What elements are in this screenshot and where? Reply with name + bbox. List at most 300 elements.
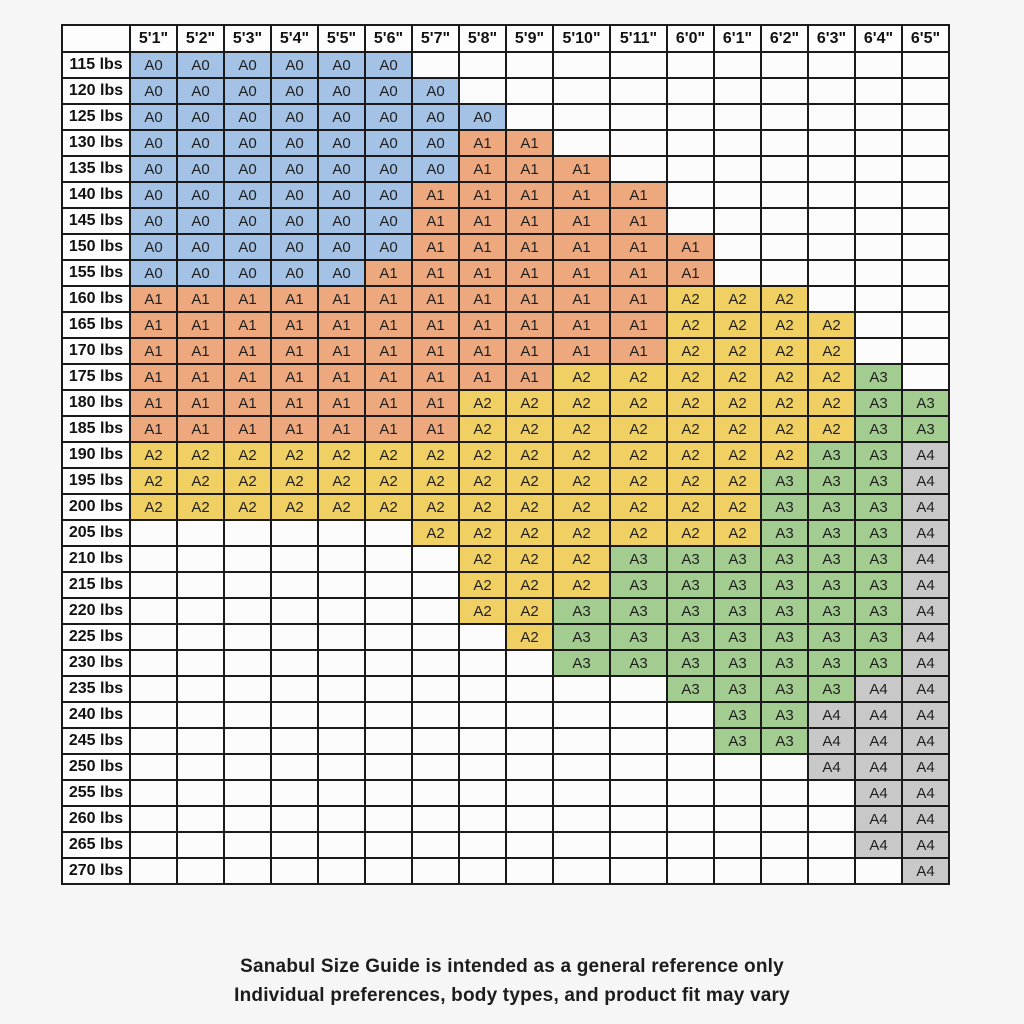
size-cell: A2	[130, 468, 177, 494]
size-cell: A1	[459, 312, 506, 338]
size-cell: A2	[271, 442, 318, 468]
empty-cell	[271, 624, 318, 650]
size-cell: A2	[808, 312, 855, 338]
size-cell: A1	[610, 260, 667, 286]
size-cell: A3	[855, 468, 902, 494]
size-cell: A1	[177, 416, 224, 442]
empty-cell	[761, 104, 808, 130]
size-cell: A0	[318, 156, 365, 182]
size-cell: A3	[855, 650, 902, 676]
size-cell: A1	[412, 312, 459, 338]
empty-cell	[667, 156, 714, 182]
disclaimer-line-2: Individual preferences, body types, and product fit may vary	[234, 985, 790, 1006]
size-cell: A4	[902, 858, 949, 884]
table-row	[62, 52, 949, 78]
table-row	[62, 754, 949, 780]
empty-cell	[506, 52, 553, 78]
size-cell: A0	[318, 182, 365, 208]
size-cell: A3	[761, 650, 808, 676]
empty-cell	[177, 598, 224, 624]
empty-cell	[610, 676, 667, 702]
empty-cell	[902, 156, 949, 182]
empty-cell	[855, 104, 902, 130]
size-cell: A3	[761, 546, 808, 572]
empty-cell	[714, 78, 761, 104]
empty-cell	[224, 572, 271, 598]
size-cell: A0	[130, 182, 177, 208]
empty-cell	[714, 234, 761, 260]
empty-cell	[459, 702, 506, 728]
size-cell: A3	[855, 442, 902, 468]
size-cell: A3	[855, 364, 902, 390]
empty-cell	[667, 806, 714, 832]
empty-cell	[902, 78, 949, 104]
size-cell: A2	[459, 468, 506, 494]
size-cell: A1	[271, 364, 318, 390]
size-cell: A4	[855, 806, 902, 832]
size-cell: A2	[610, 442, 667, 468]
size-cell: A0	[318, 260, 365, 286]
size-cell: A0	[177, 208, 224, 234]
size-cell: A4	[902, 494, 949, 520]
size-cell: A0	[365, 234, 412, 260]
table-row	[62, 728, 949, 754]
size-cell: A0	[412, 78, 459, 104]
size-cell: A2	[459, 494, 506, 520]
empty-cell	[610, 104, 667, 130]
empty-cell	[855, 182, 902, 208]
size-cell: A1	[130, 338, 177, 364]
empty-cell	[714, 130, 761, 156]
size-cell: A0	[365, 156, 412, 182]
empty-cell	[761, 806, 808, 832]
table-row	[62, 520, 949, 546]
table-row	[62, 624, 949, 650]
empty-cell	[610, 156, 667, 182]
size-cell: A0	[177, 234, 224, 260]
size-cell: A2	[506, 494, 553, 520]
size-cell: A1	[271, 390, 318, 416]
empty-cell	[808, 806, 855, 832]
empty-cell	[365, 650, 412, 676]
empty-cell	[224, 676, 271, 702]
height-column-header: 6'0"	[667, 25, 714, 52]
size-cell: A2	[714, 338, 761, 364]
empty-cell	[761, 156, 808, 182]
empty-cell	[714, 156, 761, 182]
size-cell: A4	[808, 702, 855, 728]
size-cell: A2	[506, 598, 553, 624]
size-cell: A0	[271, 208, 318, 234]
empty-cell	[506, 78, 553, 104]
weight-row-label: 140 lbs	[62, 182, 130, 208]
empty-cell	[761, 754, 808, 780]
size-cell: A2	[271, 494, 318, 520]
empty-cell	[177, 858, 224, 884]
table-row	[62, 234, 949, 260]
empty-cell	[177, 832, 224, 858]
size-cell: A1	[553, 234, 610, 260]
empty-cell	[271, 572, 318, 598]
size-cell: A1	[553, 312, 610, 338]
empty-cell	[714, 858, 761, 884]
size-cell: A2	[667, 494, 714, 520]
empty-cell	[714, 104, 761, 130]
empty-cell	[761, 130, 808, 156]
empty-cell	[177, 624, 224, 650]
weight-row-label: 200 lbs	[62, 494, 130, 520]
size-cell: A3	[855, 494, 902, 520]
size-cell: A3	[714, 702, 761, 728]
empty-cell	[130, 858, 177, 884]
size-cell: A4	[902, 468, 949, 494]
size-cell: A0	[318, 104, 365, 130]
size-cell: A3	[761, 572, 808, 598]
size-cell: A2	[761, 286, 808, 312]
empty-cell	[855, 286, 902, 312]
empty-cell	[412, 624, 459, 650]
empty-cell	[506, 676, 553, 702]
empty-cell	[714, 52, 761, 78]
size-cell: A1	[553, 182, 610, 208]
size-cell: A4	[902, 598, 949, 624]
size-cell: A0	[365, 182, 412, 208]
size-cell: A0	[365, 208, 412, 234]
size-cell: A3	[902, 390, 949, 416]
size-cell: A3	[714, 546, 761, 572]
size-cell: A1	[271, 286, 318, 312]
size-cell: A4	[855, 780, 902, 806]
size-cell: A0	[271, 156, 318, 182]
size-cell: A0	[177, 104, 224, 130]
weight-row-label: 165 lbs	[62, 312, 130, 338]
size-cell: A1	[224, 416, 271, 442]
table-row	[62, 260, 949, 286]
size-cell: A3	[667, 598, 714, 624]
empty-cell	[177, 780, 224, 806]
size-cell: A2	[553, 520, 610, 546]
size-cell: A3	[761, 494, 808, 520]
size-cell: A1	[459, 130, 506, 156]
size-cell: A1	[177, 286, 224, 312]
size-cell: A3	[667, 546, 714, 572]
empty-cell	[271, 780, 318, 806]
size-cell: A2	[459, 546, 506, 572]
size-cell: A2	[714, 416, 761, 442]
weight-row-label: 160 lbs	[62, 286, 130, 312]
size-cell: A0	[130, 208, 177, 234]
empty-cell	[318, 676, 365, 702]
empty-cell	[130, 598, 177, 624]
size-cell: A0	[130, 260, 177, 286]
size-cell: A4	[902, 780, 949, 806]
size-cell: A3	[808, 624, 855, 650]
size-cell: A3	[808, 468, 855, 494]
size-cell: A1	[553, 208, 610, 234]
empty-cell	[855, 130, 902, 156]
size-cell: A1	[130, 364, 177, 390]
empty-cell	[553, 858, 610, 884]
table-row	[62, 598, 949, 624]
size-cell: A3	[714, 728, 761, 754]
table-row	[62, 832, 949, 858]
empty-cell	[412, 780, 459, 806]
size-cell: A2	[177, 494, 224, 520]
size-cell: A3	[667, 624, 714, 650]
empty-cell	[365, 754, 412, 780]
empty-cell	[553, 754, 610, 780]
empty-cell	[667, 104, 714, 130]
size-cell: A1	[506, 182, 553, 208]
size-cell: A2	[177, 442, 224, 468]
empty-cell	[553, 780, 610, 806]
size-cell: A0	[224, 182, 271, 208]
size-cell: A2	[808, 338, 855, 364]
size-cell: A3	[855, 416, 902, 442]
empty-cell	[667, 130, 714, 156]
size-cell: A1	[412, 208, 459, 234]
size-cell: A4	[855, 754, 902, 780]
size-cell: A0	[224, 78, 271, 104]
size-cell: A2	[610, 520, 667, 546]
empty-cell	[177, 702, 224, 728]
size-cell: A3	[761, 598, 808, 624]
size-cell: A0	[318, 234, 365, 260]
size-cell: A2	[761, 416, 808, 442]
size-cell: A3	[610, 546, 667, 572]
size-cell: A0	[318, 208, 365, 234]
height-column-header: 5'2"	[177, 25, 224, 52]
size-guide-table	[61, 24, 950, 885]
size-cell: A4	[902, 442, 949, 468]
size-cell: A4	[855, 832, 902, 858]
empty-cell	[808, 260, 855, 286]
size-cell: A0	[130, 156, 177, 182]
empty-cell	[808, 104, 855, 130]
size-cell: A1	[459, 182, 506, 208]
size-cell: A4	[855, 702, 902, 728]
empty-cell	[667, 728, 714, 754]
weight-row-label: 225 lbs	[62, 624, 130, 650]
size-cell: A1	[506, 130, 553, 156]
size-cell: A2	[506, 546, 553, 572]
size-cell: A3	[714, 598, 761, 624]
height-column-header: 5'6"	[365, 25, 412, 52]
empty-cell	[271, 728, 318, 754]
size-cell: A0	[318, 130, 365, 156]
empty-cell	[808, 52, 855, 78]
empty-cell	[365, 702, 412, 728]
size-cell: A1	[412, 182, 459, 208]
size-cell: A1	[610, 182, 667, 208]
empty-cell	[506, 702, 553, 728]
size-cell: A2	[761, 338, 808, 364]
size-cell: A1	[412, 364, 459, 390]
empty-cell	[506, 728, 553, 754]
size-cell: A0	[177, 260, 224, 286]
size-cell: A2	[318, 468, 365, 494]
size-cell: A2	[459, 572, 506, 598]
empty-cell	[808, 832, 855, 858]
empty-cell	[130, 650, 177, 676]
size-cell: A2	[714, 286, 761, 312]
empty-cell	[130, 754, 177, 780]
size-cell: A1	[459, 338, 506, 364]
size-cell: A3	[610, 598, 667, 624]
empty-cell	[177, 650, 224, 676]
size-cell: A2	[365, 468, 412, 494]
size-cell: A1	[459, 156, 506, 182]
empty-cell	[224, 624, 271, 650]
empty-cell	[506, 650, 553, 676]
empty-cell	[271, 702, 318, 728]
empty-cell	[808, 182, 855, 208]
size-cell: A1	[365, 416, 412, 442]
empty-cell	[177, 806, 224, 832]
size-cell: A1	[459, 234, 506, 260]
size-cell: A2	[553, 494, 610, 520]
empty-cell	[667, 832, 714, 858]
weight-row-label: 260 lbs	[62, 806, 130, 832]
empty-cell	[506, 858, 553, 884]
size-cell: A2	[459, 390, 506, 416]
size-cell: A2	[553, 442, 610, 468]
empty-cell	[902, 52, 949, 78]
size-cell: A2	[412, 468, 459, 494]
size-cell: A0	[271, 104, 318, 130]
size-cell: A2	[667, 520, 714, 546]
size-cell: A3	[855, 546, 902, 572]
height-column-header: 5'3"	[224, 25, 271, 52]
size-cell: A2	[412, 520, 459, 546]
table-row	[62, 676, 949, 702]
size-cell: A3	[610, 650, 667, 676]
empty-cell	[130, 572, 177, 598]
size-cell: A1	[553, 286, 610, 312]
size-cell: A2	[412, 442, 459, 468]
table-row	[62, 364, 949, 390]
size-cell: A0	[412, 130, 459, 156]
size-cell: A1	[365, 364, 412, 390]
empty-cell	[318, 520, 365, 546]
size-cell: A1	[318, 286, 365, 312]
size-cell: A3	[553, 650, 610, 676]
size-cell: A1	[318, 338, 365, 364]
empty-cell	[177, 728, 224, 754]
empty-cell	[667, 702, 714, 728]
size-cell: A1	[318, 312, 365, 338]
empty-cell	[412, 702, 459, 728]
empty-cell	[271, 650, 318, 676]
size-cell: A0	[177, 182, 224, 208]
size-cell: A2	[714, 468, 761, 494]
weight-row-label: 115 lbs	[62, 52, 130, 78]
size-cell: A2	[761, 364, 808, 390]
empty-cell	[553, 832, 610, 858]
weight-row-label: 150 lbs	[62, 234, 130, 260]
empty-cell	[271, 806, 318, 832]
empty-cell	[855, 234, 902, 260]
empty-cell	[365, 624, 412, 650]
empty-cell	[667, 52, 714, 78]
empty-cell	[271, 598, 318, 624]
size-cell: A2	[224, 442, 271, 468]
empty-cell	[365, 546, 412, 572]
table-row	[62, 286, 949, 312]
empty-cell	[610, 806, 667, 832]
size-cell: A2	[506, 468, 553, 494]
empty-cell	[808, 286, 855, 312]
size-cell: A1	[130, 286, 177, 312]
table-row	[62, 156, 949, 182]
size-cell: A1	[667, 260, 714, 286]
size-cell: A0	[224, 52, 271, 78]
empty-cell	[130, 728, 177, 754]
size-cell: A2	[761, 312, 808, 338]
empty-cell	[855, 78, 902, 104]
empty-cell	[365, 832, 412, 858]
empty-cell	[318, 624, 365, 650]
size-cell: A3	[610, 624, 667, 650]
empty-cell	[553, 806, 610, 832]
height-column-header: 5'10"	[553, 25, 610, 52]
empty-cell	[714, 806, 761, 832]
size-cell: A3	[761, 728, 808, 754]
empty-cell	[224, 598, 271, 624]
empty-cell	[902, 312, 949, 338]
size-cell: A2	[506, 624, 553, 650]
empty-cell	[318, 598, 365, 624]
size-cell: A2	[667, 312, 714, 338]
empty-cell	[761, 78, 808, 104]
size-cell: A0	[130, 130, 177, 156]
size-cell: A0	[271, 52, 318, 78]
size-cell: A4	[902, 546, 949, 572]
empty-cell	[459, 78, 506, 104]
size-cell: A2	[459, 442, 506, 468]
weight-row-label: 235 lbs	[62, 676, 130, 702]
size-cell: A3	[714, 650, 761, 676]
empty-cell	[412, 832, 459, 858]
empty-cell	[855, 208, 902, 234]
empty-cell	[412, 572, 459, 598]
size-cell: A3	[855, 598, 902, 624]
empty-cell	[365, 806, 412, 832]
size-cell: A4	[902, 728, 949, 754]
empty-cell	[855, 260, 902, 286]
weight-row-label: 125 lbs	[62, 104, 130, 130]
size-cell: A1	[506, 338, 553, 364]
size-cell: A2	[506, 572, 553, 598]
table-row	[62, 130, 949, 156]
empty-cell	[902, 182, 949, 208]
size-cell: A1	[412, 286, 459, 312]
size-cell: A2	[610, 364, 667, 390]
empty-cell	[459, 832, 506, 858]
weight-row-label: 190 lbs	[62, 442, 130, 468]
disclaimer	[0, 952, 1024, 1010]
empty-cell	[318, 702, 365, 728]
size-cell: A4	[808, 728, 855, 754]
size-cell: A1	[459, 260, 506, 286]
empty-cell	[271, 858, 318, 884]
size-cell: A1	[610, 338, 667, 364]
weight-row-label: 240 lbs	[62, 702, 130, 728]
height-column-header: 6'3"	[808, 25, 855, 52]
table-row	[62, 208, 949, 234]
size-cell: A3	[667, 676, 714, 702]
empty-cell	[318, 780, 365, 806]
